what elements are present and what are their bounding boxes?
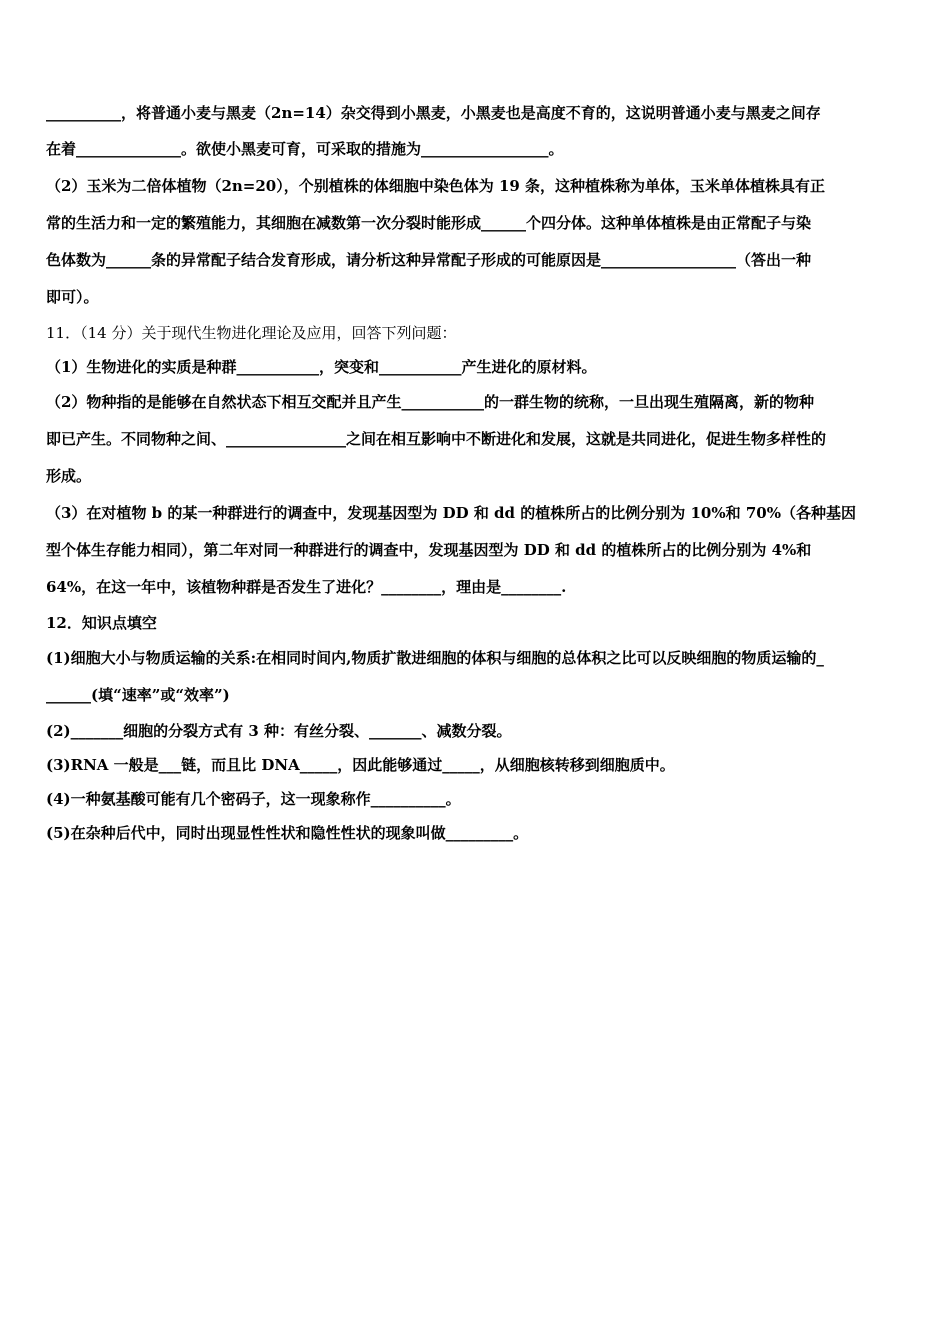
q12-2-line: (2)_______细胞的分裂方式有 3 种：有丝分裂、_______、减数分裂。 <box>46 722 512 740</box>
q12-1-line-1: (1)细胞大小与物质运输的关系:在相同时间内,物质扩散进细胞的体积与细胞的总体积之比可以反映细胞的物质运输的_ <box>46 649 824 667</box>
q11-3-line-1: （3）在对植物 b 的某一种群进行的调查中，发现基因型为 DD 和 dd 的植株所占的比例分别为 10%和 70%（各种基因 <box>46 504 856 522</box>
q10-2-line-4: 即可）。 <box>46 288 99 306</box>
q10-2-line-3: 色体数为______条的异常配子结合发育形成，请分析这种异常配子形成的可能原因是__________________（答出一种 <box>46 251 812 269</box>
q11-heading: 11．（14 分）关于现代生物进化理论及应用，回答下列问题： <box>46 324 457 342</box>
q12-1-line-2: ______(填“速率”或“效率”) <box>46 686 230 704</box>
q11-3-line-2: 型个体生存能力相同），第二年对同一种群进行的调查中，发现基因型为 DD 和 dd 的植株所占的比例分别为 4%和 <box>46 541 812 559</box>
q10-2-line-1: （2）玉米为二倍体植物（2n=20），个别植株的体细胞中染色体为 19 条，这种植株称为单体，玉米单体植株具有正 <box>46 177 826 195</box>
q10-2-line-2: 常的生活力和一定的繁殖能力，其细胞在减数第一次分裂时能形成______个四分体。这种单体植株是由正常配子与染 <box>46 214 812 232</box>
q12-4-line: (4)一种氨基酸可能有几个密码子，这一现象称作__________。 <box>46 790 461 808</box>
q11-2-line-2: 即已产生。不同物种之间、________________之间在相互影响中不断进化和发展，这就是共同进化，促进生物多样性的 <box>46 430 827 448</box>
q10-line-2: 在着______________。欲使小黑麦可育，可采取的措施为_________________。 <box>46 140 564 158</box>
document-page <box>46 96 908 850</box>
q11-3-line-3: 64%，在这一年中，该植物种群是否发生了进化？________，理由是________. <box>46 578 567 596</box>
q11-2-line-1: （2）物种指的是能够在自然状态下相互交配并且产生___________的一群生物的统称，一旦出现生殖隔离，新的物种 <box>46 393 814 411</box>
q12-3-line: (3)RNA 一般是___链，而且比 DNA_____，因此能够通过_____，从细胞核转移到细胞质中。 <box>46 756 675 774</box>
q12-5-line: (5)在杂种后代中，同时出现显性性状和隐性性状的现象叫做_________。 <box>46 824 529 842</box>
q11-2-line-3: 形成。 <box>46 467 92 485</box>
q10-line-1: __________，将普通小麦与黑麦（2n=14）杂交得到小黑麦，小黑麦也是高度不育的，这说明普通小麦与黑麦之间存 <box>46 104 821 122</box>
q11-1-line: （1）生物进化的实质是种群___________，突变和___________产生进化的原材料。 <box>46 358 597 376</box>
q12-heading: 12．知识点填空 <box>46 614 157 632</box>
